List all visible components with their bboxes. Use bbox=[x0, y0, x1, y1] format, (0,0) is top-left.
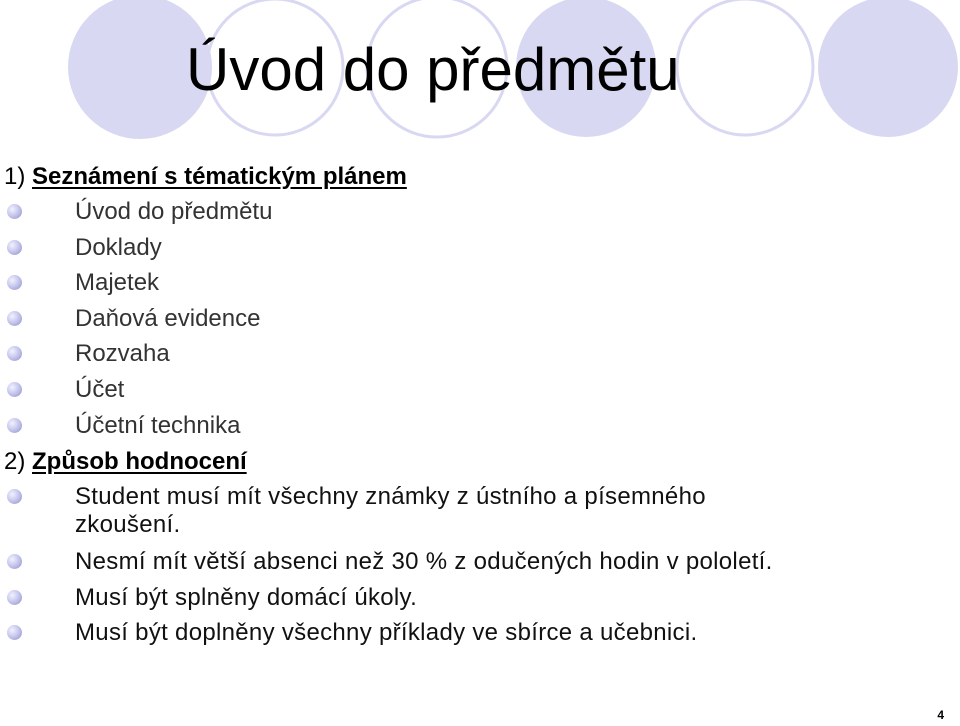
section-number: 2) bbox=[4, 448, 26, 475]
list-item: Musí být doplněny všechny příklady ve sbírce a učebnici. bbox=[75, 619, 698, 646]
section-number: 1) bbox=[4, 163, 26, 190]
list-item: Nesmí mít větší absenci než 30 % z odučených hodin v pololetí. bbox=[75, 548, 773, 575]
bullet-icon bbox=[7, 489, 22, 504]
bullet-icon bbox=[7, 204, 22, 219]
list-item: Rozvaha bbox=[75, 340, 170, 367]
list-item: Majetek bbox=[75, 269, 160, 296]
section-title: Způsob hodnocení bbox=[32, 448, 247, 475]
bullet-icon bbox=[7, 382, 22, 397]
bullet-icon bbox=[7, 240, 22, 255]
bullet-icon bbox=[7, 418, 22, 433]
list-item: Doklady bbox=[75, 234, 162, 261]
bullet-icon bbox=[7, 625, 22, 640]
list-item: Úvod do předmětu bbox=[75, 198, 273, 225]
list-item: Účetní technika bbox=[75, 412, 241, 439]
bullet-icon bbox=[7, 275, 22, 290]
bullet-icon bbox=[7, 346, 22, 361]
slide-title: Úvod do předmětu bbox=[186, 36, 680, 103]
bullet-icon bbox=[7, 590, 22, 605]
page-number: 4 bbox=[937, 708, 944, 722]
section-title: Seznámení s tématickým plánem bbox=[32, 163, 407, 190]
list-item-continuation: zkoušení. bbox=[75, 511, 181, 538]
bullet-icon bbox=[7, 311, 22, 326]
bullet-icon bbox=[7, 554, 22, 569]
section-heading bbox=[4, 162, 407, 192]
list-item: Student musí mít všechny známky z ústního a písemného bbox=[75, 483, 706, 510]
section-heading bbox=[4, 447, 247, 477]
list-item: Musí být splněny domácí úkoly. bbox=[75, 584, 418, 611]
list-item: Účet bbox=[75, 376, 125, 403]
list-item: Daňová evidence bbox=[75, 305, 261, 332]
